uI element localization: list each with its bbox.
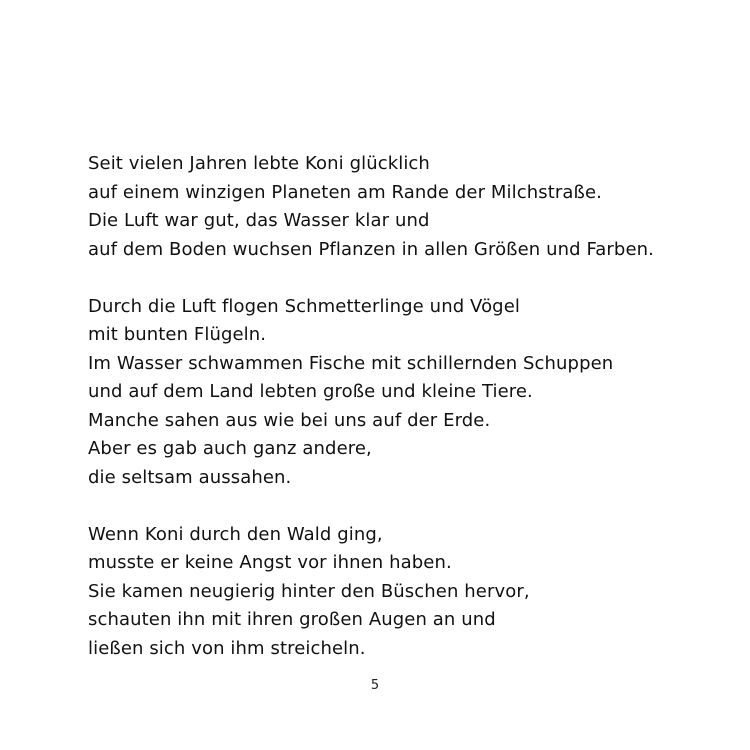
text-line: musste er keine Angst vor ihnen haben. <box>88 552 452 573</box>
text-line: mit bunten Flügeln. <box>88 324 267 345</box>
text-line: schauten ihn mit ihren großen Augen an und <box>88 609 496 630</box>
text-line: Seit vielen Jahren lebte Koni glücklich <box>88 153 430 174</box>
text-line: Wenn Koni durch den Wald ging, <box>88 523 383 545</box>
story-text <box>88 150 728 692</box>
paragraph-1 <box>88 150 728 264</box>
text-line: die seltsam aussahen. <box>88 466 292 488</box>
text-line: und auf dem Land lebten große und kleine Tiere. <box>88 381 533 402</box>
paragraph-2 <box>88 293 728 493</box>
text-line: auf einem winzigen Planeten am Rande der Milchstraße. <box>88 181 602 203</box>
text-line: ließen sich von ihm streicheln. <box>88 637 366 659</box>
text-line: Aber es gab auch ganz andere, <box>88 438 372 459</box>
page-number: 5 <box>370 678 380 693</box>
text-line: auf dem Boden wuchsen Pflanzen in allen Größen und Farben. <box>88 238 654 260</box>
text-line: Die Luft war gut, das Wasser klar und <box>88 210 430 231</box>
text-line: Sie kamen neugierig hinter den Büschen hervor, <box>88 580 530 602</box>
paragraph-3 <box>88 521 728 664</box>
text-line: Manche sahen aus wie bei uns auf der Erde. <box>88 409 491 431</box>
text-line: Durch die Luft flogen Schmetterlinge und Vögel <box>88 295 520 317</box>
text-line: Im Wasser schwammen Fische mit schillernden Schuppen <box>88 352 614 374</box>
